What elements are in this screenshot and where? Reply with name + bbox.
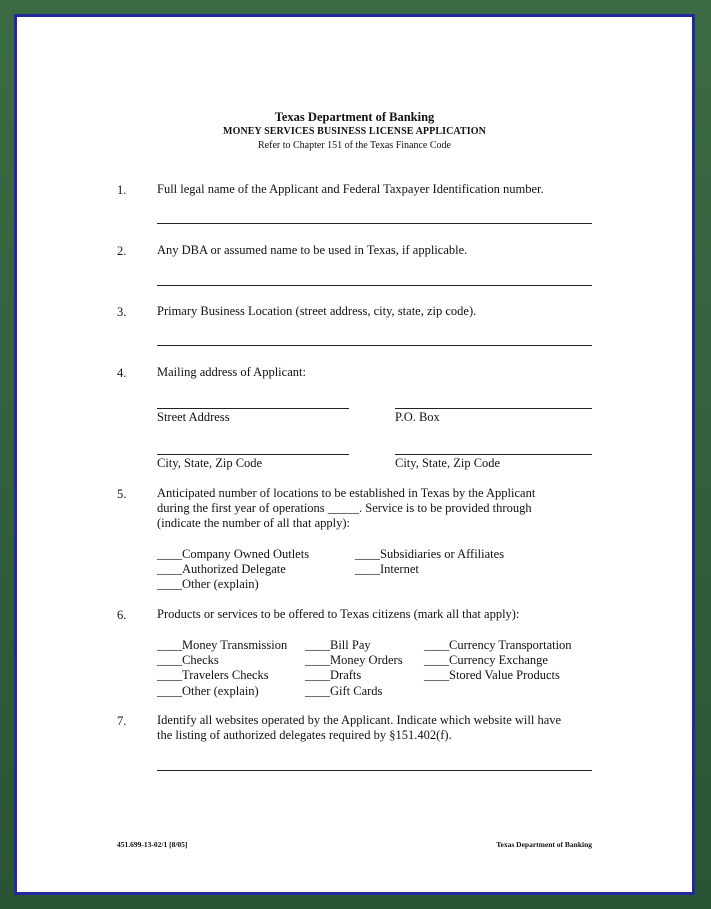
city-state-zip-line-right[interactable] (395, 454, 592, 455)
q3-answer-line[interactable] (157, 345, 592, 346)
q7-answer-line[interactable] (157, 770, 592, 771)
q1-text: Full legal name of the Applicant and Federal Taxpayer Identification number. (157, 182, 544, 196)
q2-answer-line[interactable] (157, 285, 592, 286)
form-reference: Refer to Chapter 151 of the Texas Finance Code (258, 140, 451, 151)
option-stored-value-products[interactable]: ____Stored Value Products (424, 668, 560, 682)
option-currency-exchange[interactable]: ____Currency Exchange (424, 653, 548, 667)
q2-text: Any DBA or assumed name to be used in Texas, if applicable. (157, 243, 468, 257)
option-gift-cards[interactable]: ____Gift Cards (305, 684, 383, 698)
option-subsidiaries-affiliates[interactable]: ____Subsidiaries or Affiliates (355, 547, 505, 561)
option-company-owned-outlets[interactable]: ____Company Owned Outlets (157, 547, 310, 561)
footer-agency: Texas Department of Banking (496, 840, 592, 849)
q5-number: 5. (117, 487, 127, 501)
q6-number: 6. (117, 608, 127, 622)
option-money-transmission[interactable]: ____Money Transmission (157, 638, 288, 652)
q5-text-line1: Anticipated number of locations to be established in Texas by the Applicant (157, 486, 536, 500)
street-address-label: Street Address (157, 410, 230, 424)
city-state-zip-line-left[interactable] (157, 454, 349, 455)
q7-text-line1: Identify all websites operated by the Applicant. Indicate which website will have (157, 713, 562, 727)
city-state-zip-label-left: City, State, Zip Code (157, 456, 263, 470)
option-currency-transportation[interactable]: ____Currency Transportation (424, 638, 572, 652)
q4-text: Mailing address of Applicant: (157, 365, 306, 379)
form-page (14, 14, 695, 895)
option-travelers-checks[interactable]: ____Travelers Checks (157, 668, 269, 682)
option-drafts[interactable]: ____Drafts (305, 668, 362, 682)
option-money-orders[interactable]: ____Money Orders (305, 653, 403, 667)
q3-number: 3. (117, 305, 127, 319)
street-address-line[interactable] (157, 408, 349, 409)
q7-number: 7. (117, 714, 127, 728)
q1-number: 1. (117, 183, 127, 197)
q1-answer-line[interactable] (157, 223, 592, 224)
city-state-zip-label-right: City, State, Zip Code (395, 456, 501, 470)
form-title: Texas Department of Banking (274, 110, 435, 124)
q4-number: 4. (117, 366, 127, 380)
q7-text-line2: the listing of authorized delegates required by §151.402(f). (157, 728, 452, 742)
po-box-line[interactable] (395, 408, 592, 409)
option-bill-pay[interactable]: ____Bill Pay (305, 638, 371, 652)
po-box-label: P.O. Box (395, 410, 440, 424)
option-internet[interactable]: ____Internet (355, 562, 419, 576)
q2-number: 2. (117, 244, 127, 258)
q6-text: Products or services to be offered to Texas citizens (mark all that apply): (157, 607, 520, 621)
form-subtitle: MONEY SERVICES BUSINESS LICENSE APPLICATION (223, 126, 486, 137)
q5-text-line2: during the first year of operations _____. Service is to be provided through (157, 501, 532, 515)
q5-text-line3: (indicate the number of all that apply): (157, 516, 350, 530)
option-authorized-delegate[interactable]: ____Authorized Delegate (157, 562, 286, 576)
q3-text: Primary Business Location (street address, city, state, zip code). (157, 304, 477, 318)
option-checks[interactable]: ____Checks (157, 653, 219, 667)
footer-form-number: 451.699-13-02/1 [8/05] (117, 840, 188, 849)
option-other-explain-q6[interactable]: ____Other (explain) (157, 684, 259, 698)
option-other-explain-q5[interactable]: ____Other (explain) (157, 577, 259, 591)
